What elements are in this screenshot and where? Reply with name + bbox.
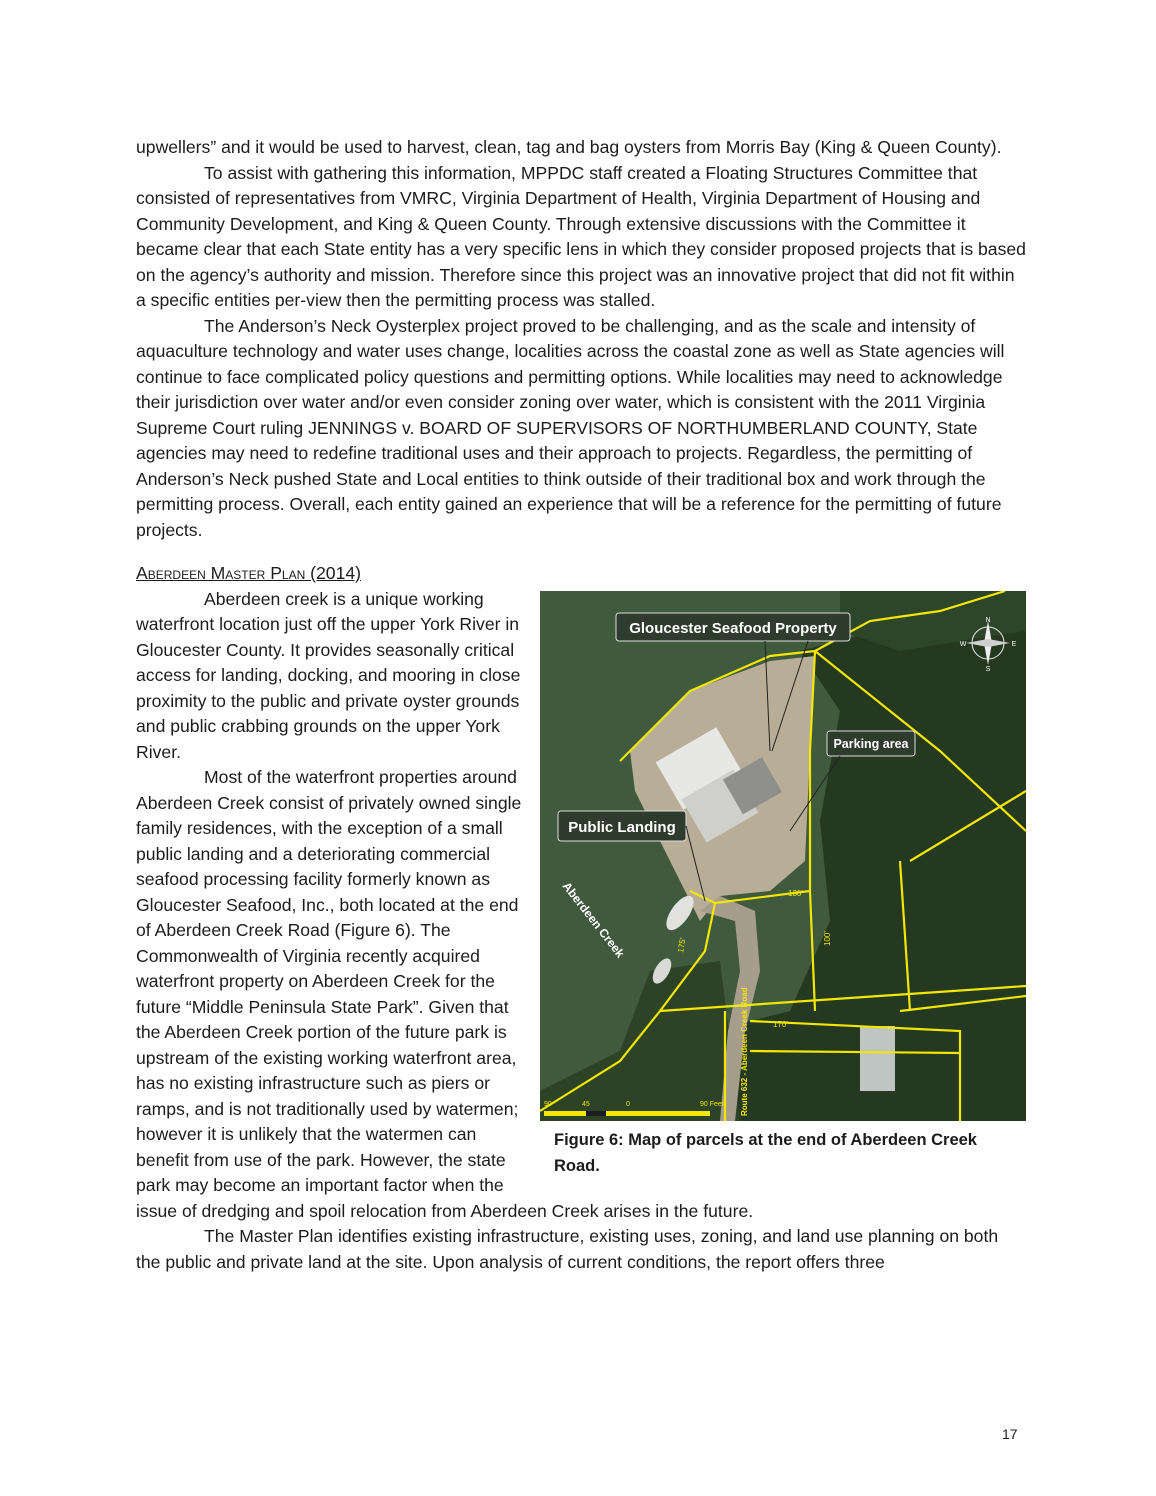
label-aberdeen-creek: Aberdeen Creek [559, 878, 628, 960]
paragraph-5: Most of the waterfront properties around Aberdeen Creek consist of privately owned single family residences, with the exception of a small public landing and a deteriorating commercial seafood processing facility formerly known as Gloucester Seafood, Inc., both located at the end of Aberdeen Creek Road (Figure 6). The Commonwealth of Virginia recently acquired waterfront property on Aberdeen Creek for the future “Middle Peninsula State Park”. Given that the Aberdeen Creek portion of the future park is upstream of the existing working waterfront area, has no existing infrastructure such as piers or ramps, and is not traditionally used by watermen; however it is unlikely that the watermen can benefit from use of the park. However, the state park may become an important factor when the issue of dredging and spoil relocation from Aberdeen Creek arises in the future. [136, 767, 754, 1221]
svg-text:0: 0 [626, 1100, 630, 1108]
svg-text:Parking area: Parking area [833, 736, 909, 751]
figure-caption: Figure 6: Map of parcels at the end of Aberdeen Creek Road. [554, 1130, 977, 1175]
paragraph-4: Aberdeen creek is a unique working waterfront location just off the upper York River in Gloucester County. It provides seasonally critical access for landing, docking, and mooring in close proximity to the public and private oyster grounds and public crabbing grounds on the upper York River. [136, 588, 521, 762]
svg-text:E: E [1011, 640, 1017, 648]
parcel-map [540, 591, 1026, 1121]
svg-text:90: 90 [544, 1100, 552, 1108]
page-number: 17 [1002, 1426, 1018, 1442]
section-heading-text: Aberdeen Master Plan (2014) [136, 563, 362, 583]
svg-text:W: W [959, 640, 967, 648]
figure-6 [540, 591, 1026, 1179]
document-page [136, 135, 1026, 1275]
paragraph-2: To assist with gathering this information, MPPDC staff created a Floating Structures Committee that consisted of representatives from VMRC, Virginia Department of Health, Virginia Department of Housing and Community Development, and King & Queen County. Through extensive discussions with the Committee it became clear that each State entity has a very specific lens in which they consider proposed projects that is based on the agency’s authority and mission. Therefore since this project was an innovative project that did not fit within a specific entities per-view then the permitting process was stalled. [136, 162, 1026, 310]
svg-text:Public Landing: Public Landing [568, 818, 676, 836]
map-building-4 [860, 1026, 895, 1091]
paragraph-3: The Anderson’s Neck Oysterplex project proved to be challenging, and as the scale and intensity of aquaculture technology and water uses change, localities across the coastal zone as well as State agencies will continue to face complicated policy questions and permitting options. While localities may need to acknowledge their jurisdiction over water and/or even consider zoning over water, which is consistent with the 2011 Virginia Supreme Court ruling JENNINGS v. BOARD OF SUPERVISORS OF NORTHUMBERLAND COUNTY, State agencies may need to redefine traditional uses and their approach to projects. Regardless, the permitting of Anderson’s Neck pushed State and Local entities to think outside of their traditional box and work through the permitting process. Overall, each entity gained an experience that will be a reference for the permitting of future projects. [136, 315, 1005, 540]
paragraph-1: upwellers” and it would be used to harvest, clean, tag and bag oysters from Morris Bay (King & Queen County). [136, 137, 1002, 157]
dim-175: 175' [676, 936, 688, 953]
svg-text:90 Feet: 90 Feet [700, 1100, 724, 1108]
section-heading [136, 561, 1026, 587]
label-road: Route 632 - Aberdeen Creek Road [740, 986, 749, 1116]
dim-170: 170' [773, 1019, 788, 1029]
svg-text:N: N [985, 616, 991, 624]
dim-130: 130' [788, 888, 803, 898]
paragraph-6: The Master Plan identifies existing infrastructure, existing uses, zoning, and land use planning on both the public and private land at the site. Upon analysis of current conditions, the report offers three [136, 1226, 999, 1272]
svg-text:S: S [985, 665, 991, 673]
dim-100: 100' [823, 930, 832, 946]
svg-text:45: 45 [582, 1100, 590, 1108]
svg-text:Gloucester Seafood Property: Gloucester Seafood Property [629, 619, 837, 637]
